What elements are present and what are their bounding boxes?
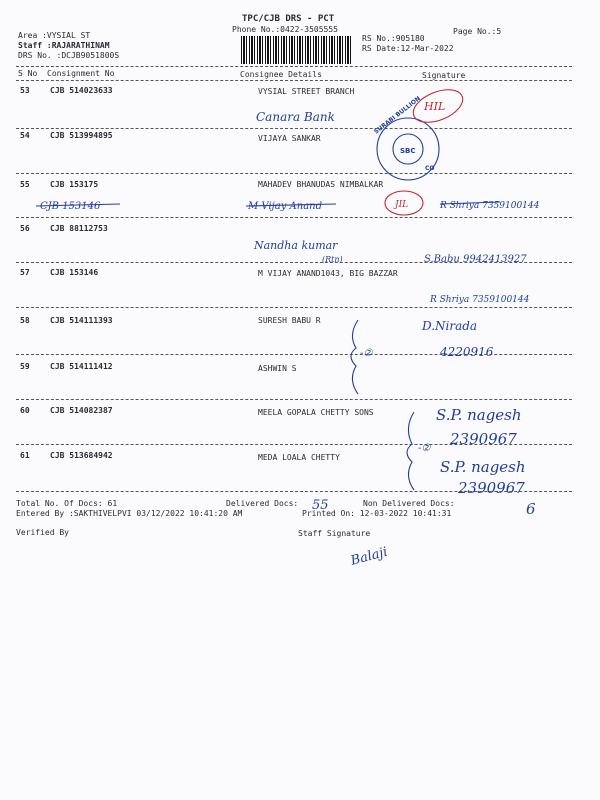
row-consignment: CJB 514111393 bbox=[50, 316, 113, 325]
row-consignment: CJB 153146 bbox=[50, 268, 99, 277]
handwritten-note: 2390967 bbox=[458, 479, 525, 497]
row-consignment: CJB 514082387 bbox=[50, 406, 113, 415]
area: Area :VYSIAL ST bbox=[18, 31, 91, 40]
col-header-signature: Signature bbox=[422, 71, 466, 80]
row-consignee: VYSIAL STREET BRANCH bbox=[258, 87, 355, 96]
handwritten-note: S.Babu 9942413927 bbox=[424, 254, 527, 265]
printed-on: Printed On: 12-03-2022 10:41:31 bbox=[302, 509, 452, 518]
staff-name: Staff :RAJARATHINAM bbox=[18, 41, 110, 50]
row-consignee: VIJAYA SANKAR bbox=[258, 134, 321, 143]
row-consignment: CJB 513684942 bbox=[50, 451, 113, 460]
row-sno: 61 bbox=[20, 451, 30, 460]
row-consignee: MEDA LOALA CHETTY bbox=[258, 453, 340, 462]
total-docs: Total No. Of Docs: 61 bbox=[16, 499, 118, 508]
col-header-consignee: Consignee Details bbox=[240, 70, 322, 79]
handwritten-note: 4220916 bbox=[440, 345, 494, 359]
handwritten-note: HIL bbox=[424, 100, 446, 113]
stamp-text-top: SURABI BULLION bbox=[372, 95, 423, 136]
delivered-docs-label: Delivered Docs: bbox=[226, 499, 299, 508]
handwritten-note: -② bbox=[418, 443, 431, 454]
row-consignee: MAHADEV BHANUDAS NIMBALKAR bbox=[258, 180, 384, 189]
handwritten-note: M Vijay Anand bbox=[248, 201, 323, 212]
row-consignment: CJB 153175 bbox=[50, 180, 99, 189]
row-consignee: MEELA GOPALA CHETTY SONS bbox=[258, 408, 374, 417]
col-header-consignment: Consignment No bbox=[47, 69, 115, 78]
stamp-text-bottom: CO bbox=[425, 165, 435, 172]
row-consignment: CJB 514023633 bbox=[50, 86, 113, 95]
brace-mark bbox=[351, 320, 358, 394]
phone-number: Phone No.:0422-3505555 bbox=[232, 25, 338, 34]
handwritten-note: R Shriya 7359100144 bbox=[440, 201, 540, 211]
staff-signature-label: Staff Signature bbox=[298, 529, 371, 538]
row-sno: 57 bbox=[20, 268, 30, 277]
handwritten-note: CJB 153146 bbox=[40, 201, 101, 212]
handwritten-note: S.P. nagesh bbox=[436, 406, 522, 424]
row-sno: 60 bbox=[20, 406, 30, 415]
handwritten-note: Nandha kumar bbox=[254, 239, 338, 252]
row-sno: 53 bbox=[20, 86, 30, 95]
handwritten-note: Canara Bank bbox=[256, 110, 335, 124]
rs-date: RS Date:12-Mar-2022 bbox=[362, 44, 454, 53]
row-sno: 56 bbox=[20, 224, 30, 233]
handwritten-note: R Shriya 7359100144 bbox=[430, 295, 530, 305]
row-consignee: SURESH BABU R bbox=[258, 316, 321, 325]
row-consignee: M VIJAY ANAND1043, BIG BAZZAR bbox=[258, 269, 398, 278]
row-sno: 54 bbox=[20, 131, 30, 140]
row-consignment: CJB 88112753 bbox=[50, 224, 108, 233]
rs-number: RS No.:905180 bbox=[362, 34, 425, 43]
handwritten-note: D.Nirada bbox=[422, 319, 478, 333]
row-sno: 55 bbox=[20, 180, 30, 189]
entered-by: Entered By :SAKTHIVELPVI 03/12/2022 10:41:20 AM bbox=[16, 509, 243, 518]
brace-mark bbox=[407, 412, 414, 490]
handwritten-note: 55 bbox=[312, 498, 329, 513]
handwritten-note: (Rtn) bbox=[322, 255, 343, 264]
staff-signature: Balaji bbox=[349, 544, 390, 569]
row-sno: 59 bbox=[20, 362, 30, 371]
drs-number: DRS No. :DCJB9051800S bbox=[18, 51, 120, 60]
page-number: Page No.:5 bbox=[453, 27, 502, 36]
col-header-sno: S No bbox=[18, 69, 38, 78]
handwritten-note: -② bbox=[360, 348, 373, 359]
row-consignment: CJB 513994895 bbox=[50, 131, 113, 140]
row-sno: 58 bbox=[20, 316, 30, 325]
handwritten-note: 2390967 bbox=[450, 430, 517, 448]
verified-by: Verified By bbox=[16, 528, 69, 537]
handwritten-note: JIL bbox=[395, 200, 409, 210]
handwritten-note: 6 bbox=[526, 500, 536, 518]
handwritten-note: S.P. nagesh bbox=[440, 458, 526, 476]
stamp-text-center: SBC bbox=[400, 147, 416, 155]
row-consignee: ASHWIN S bbox=[258, 364, 297, 373]
row-consignment: CJB 514111412 bbox=[50, 362, 113, 371]
non-delivered-docs-label: Non Delivered Docs: bbox=[363, 499, 455, 508]
document-title: TPC/CJB DRS - PCT bbox=[242, 14, 335, 24]
